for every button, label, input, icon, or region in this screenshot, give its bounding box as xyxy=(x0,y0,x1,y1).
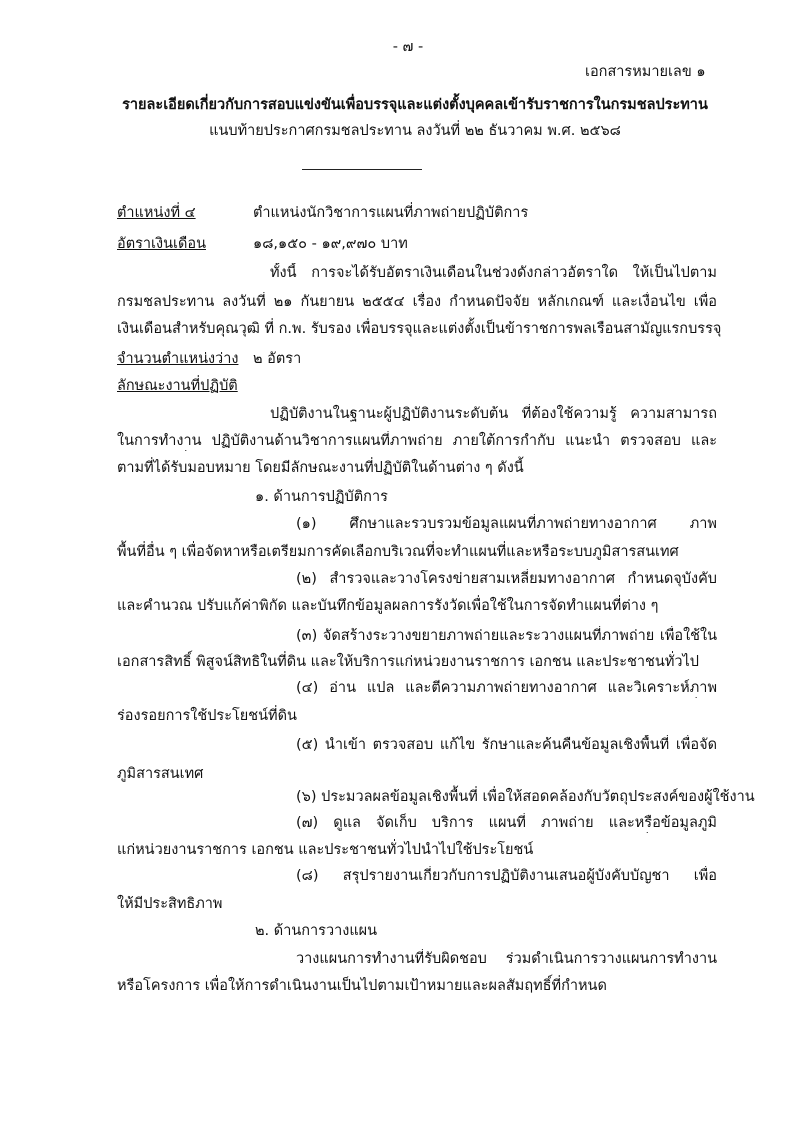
salary-label: อัตราเงินเดือน xyxy=(117,236,206,252)
vacancies-value: ๒ อัตรา xyxy=(253,351,302,367)
duties-intro-line: ตามที่ได้รับมอบหมาย โดยมีลักษณะงานที่ปฏิบัติในด้านต่าง ๆ ดังนี้ xyxy=(117,460,524,476)
duty-item: (๔) อ่าน แปล และตีความภาพถ่ายทางอากาศ และวิเคราะห์ภาพ xyxy=(296,680,717,696)
position-value: ตำแหน่งนักวิชาการแผนที่ภาพถ่ายปฏิบัติการ xyxy=(253,205,529,221)
salary-value: ๑๘,๑๕๐ - ๑๙,๙๗๐ บาท xyxy=(253,236,408,252)
duties-intro-line: ในการทำงาน ปฏิบัติงานด้านวิชาการแผนที่ภาพถ่าย ภายใต้การกำกับ แนะนำ ตรวจสอบ และ xyxy=(117,433,717,449)
section2-text-line: วางแผนการทำงานที่รับผิดชอบ ร่วมดำเนินการวางแผนการทำงาน xyxy=(296,951,717,967)
duty-item-cont: และคำนวณ ปรับแก้ค่าพิกัด และบันทึกข้อมูลผลการรังวัดเพื่อใช้ในการจัดทำแผนที่ต่าง ๆ xyxy=(117,598,659,614)
duties-label: ลักษณะงานที่ปฏิบัติ xyxy=(117,378,238,394)
salary-note-line: เงินเดือนสำหรับคุณวุฒิ ที่ ก.พ. รับรอง เพื่อบรรจุและแต่งตั้งเป็นข้าราชการพลเรือนสามัญแรกบรรจุ xyxy=(117,321,722,337)
duties-intro-line: ปฏิบัติงานในฐานะผู้ปฏิบัติงานระดับต้น ที่ต้องใช้ความรู้ ความสามารถ xyxy=(270,406,717,422)
divider xyxy=(302,169,422,170)
duty-item-cont: ภูมิสารสนเทศ xyxy=(117,766,204,782)
title-line-2: แนบท้ายประกาศกรมชลประทาน ลงวันที่ ๒๒ ธันวาคม พ.ศ. ๒๕๖๘ xyxy=(209,123,621,139)
duty-item: (๗) ดูแล จัดเก็บ บริการ แผนที่ ภาพถ่าย และหรือข้อมูลภูมิ xyxy=(296,815,717,831)
section2-heading: ๒. ด้านการวางแผน xyxy=(255,923,378,939)
duty-item-cont: ร่องรอยการใช้ประโยชน์ที่ดิน xyxy=(117,708,297,724)
section2-text-line: หรือโครงการ เพื่อให้การดำเนินงานเป็นไปตามเป้าหมายและผลสัมฤทธิ์ที่กำหนด xyxy=(117,978,607,994)
duty-item-cont: ให้มีประสิทธิภาพ xyxy=(117,896,223,912)
duty-item: (๖) ประมวลผลข้อมูลเชิงพื้นที่ เพื่อให้สอดคล้องกับวัตถุประสงค์ของผู้ใช้งาน xyxy=(296,789,755,805)
duty-item: (๕) นำเข้า ตรวจสอบ แก้ไข รักษาและค้นคืนข้อมูลเชิงพื้นที่ เพื่อจัด xyxy=(296,737,717,753)
document-reference: เอกสารหมายเลข ๑ xyxy=(585,64,706,80)
duty-item: (๒) สำรวจและวางโครงข่ายสามเหลี่ยมทางอากาศ กำหนดจุบังคับ xyxy=(296,571,717,587)
section1-heading: ๑. ด้านการปฏิบัติการ xyxy=(255,489,388,505)
duty-item: (๓) จัดสร้างระวางขยายภาพถ่ายและระวางแผนที่ภาพถ่าย เพื่อใช้ใน xyxy=(296,628,717,644)
salary-note-line: ทั้งนี้ การจะได้รับอัตราเงินเดือนในช่วงดังกล่าวอัตราใด ให้เป็นไปตาม xyxy=(270,265,717,281)
page-number: - ๗ - xyxy=(392,39,424,55)
title-line-1: รายละเอียดเกี่ยวกับการสอบแข่งขันเพื่อบรรจุและแต่งตั้งบุคคลเข้ารับราชการในกรมชลประทาน xyxy=(122,97,708,113)
duty-item-cont: พื้นที่อื่น ๆ เพื่อจัดหาหรือเตรียมการคัดเลือกบริเวณที่จะทำแผนที่และหรือระบบภูมิสารสนเทศ xyxy=(117,544,679,560)
duty-item-cont: แก่หน่วยงานราชการ เอกชน และประชาชนทั่วไปนำไปใช้ประโยชน์ xyxy=(117,842,534,858)
position-label: ตำแหน่งที่ ๔ xyxy=(117,205,196,221)
duty-item: (๘) สรุปรายงานเกี่ยวกับการปฏิบัติงานเสนอผู้บังคับบัญชา เพื่อ xyxy=(296,868,717,884)
vacancies-label: จำนวนตำแหน่งว่าง xyxy=(117,351,239,367)
duty-item-cont: เอกสารสิทธิ์ พิสูจน์สิทธิในที่ดิน และให้บริการแก่หน่วยงานราชการ เอกชน และประชาชนทั่วไป xyxy=(117,654,700,670)
duty-item: (๑) ศึกษาและรวบรวมข้อมูลแผนที่ภาพถ่ายทางอากาศ ภาพ xyxy=(296,516,717,532)
salary-note-line: กรมชลประทาน ลงวันที่ ๒๑ กันยายน ๒๕๕๔ เรื่อง กำหนดปัจจัย หลักเกณฑ์ และเงื่อนไข เพื่อ xyxy=(117,294,717,310)
